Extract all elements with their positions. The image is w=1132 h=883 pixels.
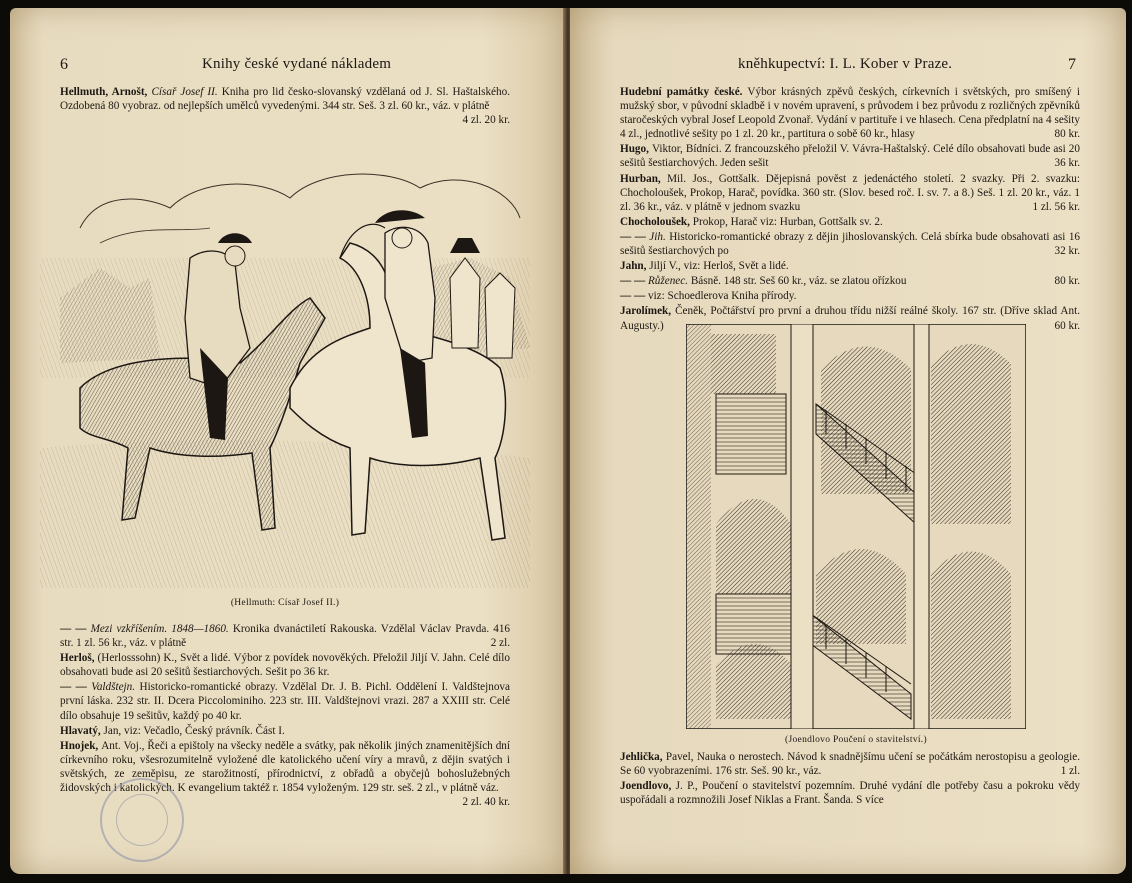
entry-author: — — bbox=[620, 290, 648, 303]
running-header-left: Knihy české vydané nákladem bbox=[202, 56, 392, 72]
entry-author: Hlavatý, bbox=[60, 724, 104, 737]
entry-price: 60 kr. bbox=[1054, 319, 1080, 332]
entry-price: 80 kr. bbox=[1054, 275, 1080, 288]
entry-author: — — bbox=[620, 230, 650, 243]
entry-description: Básně. 148 str. Seš 60 kr., váz. se zlatou ořízkou bbox=[688, 275, 907, 288]
entry-description: Kniha pro lid česko-slovanský vzdělaná od J. Sl. Haštalského. Ozdobená 80 vyobraz. od nejlepších umělců vyvedenými. 344 str. Seš. 3 zl. 60 kr., váz. v plátně bbox=[60, 86, 510, 113]
catalog-entry bbox=[620, 172, 1080, 214]
entry-title: Valdštejn. bbox=[91, 681, 136, 694]
entry-price: 1 zl. bbox=[1060, 765, 1080, 778]
engraving-staircase-illustration bbox=[686, 324, 1026, 729]
entry-price: 4 zl. 20 kr. bbox=[462, 114, 510, 127]
entry-price: 2 zl. 40 kr. bbox=[462, 796, 510, 809]
entry-description: Jan, viz: Večadlo, Český právník. Část I. bbox=[103, 724, 285, 737]
entry-description: J. P., Poučení o stavitelství pozemním. Druhé vydání dle potřeby času a pokroku vědy uspořádali a rozmnožili Josef Niklas a Frant. Šanda. S více bbox=[620, 780, 1080, 807]
entry-author: — — bbox=[60, 623, 91, 635]
entry-description: Jiljí V., viz: Herloš, Svět a lidé. bbox=[649, 260, 789, 273]
entry-price: 32 kr. bbox=[1054, 245, 1080, 258]
catalog-entries-left-top bbox=[60, 85, 510, 127]
entry-price: 36 kr. bbox=[1054, 157, 1080, 170]
entry-author: Hudební památky české. bbox=[620, 86, 743, 98]
catalog-entry bbox=[60, 85, 510, 127]
catalog-entries-right-top bbox=[620, 85, 1080, 334]
right-page bbox=[570, 8, 1126, 874]
catalog-entry bbox=[620, 289, 1080, 303]
entry-title: Jih. bbox=[649, 230, 666, 243]
catalog-entry bbox=[60, 651, 510, 679]
illustration-caption-left: (Hellmuth: Císař Josef II.) bbox=[230, 598, 340, 608]
page-number-right: 7 bbox=[1068, 56, 1076, 73]
entry-author: Herloš, bbox=[60, 652, 98, 665]
entry-author: Jahn, bbox=[620, 260, 650, 273]
entry-author: Hurban, bbox=[620, 172, 668, 185]
book-spread bbox=[10, 8, 1126, 874]
left-page bbox=[10, 8, 566, 874]
entry-author: Hugo, bbox=[620, 143, 652, 156]
entry-title: Císař Josef II. bbox=[151, 86, 218, 98]
entry-price: 2 zl. bbox=[490, 637, 510, 650]
catalog-entry bbox=[620, 142, 1080, 170]
catalog-entry bbox=[620, 215, 1080, 229]
entry-author: Hnojek, bbox=[60, 739, 102, 752]
catalog-entries-right-bottom bbox=[620, 750, 1080, 808]
entry-price: 80 kr. bbox=[1054, 128, 1080, 141]
catalog-entry bbox=[620, 779, 1080, 807]
running-header-right: kněhkupectví: I. L. Kober v Praze. bbox=[738, 56, 953, 72]
entry-description: Čeněk, Počtářství pro první a druhou třídu nižší reálné školy. 167 str. (Dříve sklad Ant. Augusty.) bbox=[620, 305, 1080, 332]
catalog-entry bbox=[620, 750, 1080, 778]
entry-author: Jehlička, bbox=[620, 751, 666, 763]
entry-description: Historicko-romantické obrazy. Vzdělal Dr. J. B. Pichl. Oddělení I. Valdštejnova první láska. 232 str. II. Dcera Piccolominiho. 223 str. III. Valdštejnovi vrazi. 287 a XXIII str. Celé dílo obsahuje 19 sešitův, každý po 40 kr. bbox=[60, 681, 510, 722]
entry-author: — — bbox=[60, 681, 92, 694]
entry-description: Kronika dvanáctiletí Rakouska. Vzdělal Václav Pravda. 416 str. 1 zl. 56 kr., váz. v plátně bbox=[60, 623, 511, 650]
entry-price: 1 zl. 56 kr. bbox=[1032, 200, 1080, 213]
entry-author: Jarolímek, bbox=[620, 305, 676, 318]
entry-description: viz: Schoedlerova Kniha přírody. bbox=[647, 290, 797, 303]
entry-description: Historicko-romantické obrazy z dějin jihoslovanských. Celá sbírka bude obsahovati asi 16 sešitů šestiarchových po bbox=[620, 230, 1081, 258]
illustration-caption-right: (Joendlovo Poučení o stavitelství.) bbox=[785, 735, 927, 745]
entry-description: Viktor, Bídníci. Z francouzského přeložil V. Vávra-Haštalský. Celé dílo obsahovati bude asi 20 sešitů šestiarchových. Jeden sešit bbox=[620, 143, 1080, 170]
entry-title: Mezi vzkříšením. 1848—1860. bbox=[90, 623, 229, 635]
catalog-entry bbox=[620, 259, 1080, 273]
entry-description: Prokop, Harač viz: Hurban, Gottšalk sv. 2. bbox=[692, 215, 883, 228]
entry-description: Mil. Jos., Gottšalk. Dějepisná pověst z jedenáctého století. 2 svazky. Při 2. svazku: Chocholoušek, Prokop, Harač, povídka. 360 str. (Slov. besed roč. I. sv. 7. a 8.) Seš. 1 zl. 20 kr., váz. 1 zl. 36 kr., váz. v plátně v jednom svazku bbox=[620, 172, 1080, 213]
catalog-entry bbox=[620, 85, 1080, 141]
entry-description: Výbor krásných zpěvů českých, církevních i světských, pro smíšený i mužský sbor, v původní skladbě i v novém upravení, s průvodem i bez průvodu z rozličných zpěvníků staročeských vybral Josef Leopold Zvonař. Vydání v partituře i ve hlasech. Cena předplatní na 4 sešity 4 zl., jednotlivé sešity po 1 zl. 20 kr., partitura o sobě 60 kr., hlasy bbox=[620, 86, 1081, 141]
entry-author: Joendlovo, bbox=[620, 780, 676, 793]
catalog-entry bbox=[60, 724, 510, 738]
engraving-horsemen-illustration bbox=[40, 148, 530, 588]
entry-title: Růženec. bbox=[647, 275, 689, 288]
catalog-entry bbox=[60, 622, 510, 650]
entry-description: Pavel, Nauka o nerostech. Návod k snadnějšímu učení se počátkám nerostopisu a geologie. Se 60 vyobrazeními. 176 str. Seš. 90 kr., váz. bbox=[620, 751, 1080, 778]
entry-description: (Herlosssohn) K., Svět a lidé. Výbor z povídek novověkých. Přeložil Jiljí V. Jahn. Celé dílo obsahovati bude asi 20 sešitů šestiarchových. Sešit po 36 kr. bbox=[60, 652, 510, 679]
catalog-entry bbox=[620, 274, 1080, 288]
entry-author: — — bbox=[620, 275, 648, 288]
entry-author: Hellmuth, Arnošt, bbox=[60, 86, 152, 98]
entry-author: Chocholoušek, bbox=[620, 215, 693, 228]
page-number-left: 6 bbox=[60, 56, 68, 73]
catalog-entry bbox=[60, 680, 510, 722]
entry-description: Ant. Voj., Řeči a epištoly na všecky neděle a svátky, pak několik jiných znamenitějších dní církevního roku, všesrozumitelně vyložené dle katolického učení víry a mravů, z dějin svatých i světských, ze zeměpisu, ze starožitností, přírodnictví, z obřadů a obyčejů bohoslužebných židovských i katolických. K evangelium taktéž r. 1854 vyloženým. 129 str. seš. 2 zl., v plátně váz. bbox=[60, 739, 511, 795]
catalog-entry bbox=[620, 230, 1080, 258]
